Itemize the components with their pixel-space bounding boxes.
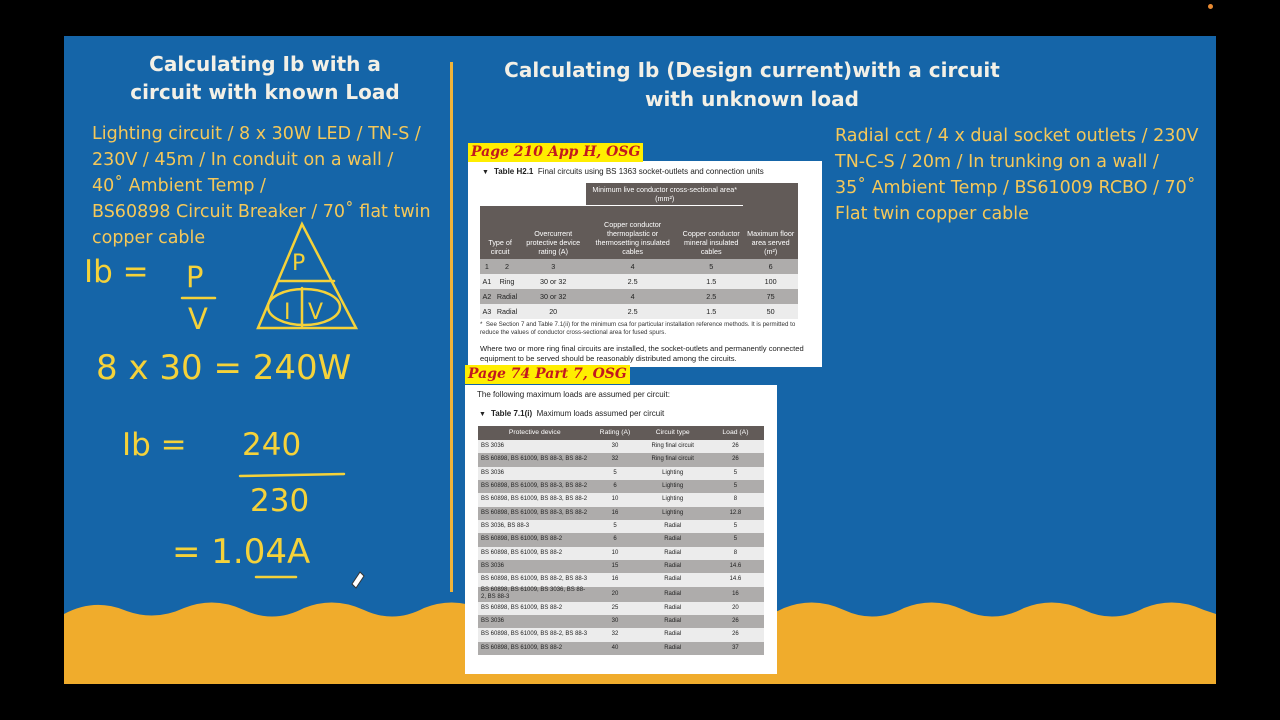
table-row: BS 3036 30 Ring final circuit 26 [478, 440, 764, 453]
triangle-current: I [284, 300, 291, 325]
column-numbers: 1 2 3 4 5 6 [480, 259, 798, 274]
page-ref-tag: Page 210 App H, OSG [468, 143, 643, 162]
table-row: BS 3036 5 Lighting 5 [478, 467, 764, 480]
table-row: BS 60898, BS 61009, BS 88-3, BS 88-2 32 Ring final circuit 26 [478, 453, 764, 466]
formula-numerator: P [186, 260, 204, 294]
calc-denominator: 230 [250, 483, 310, 519]
table-footnote: * See Section 7 and Table 7.1(ii) for the minimum csa for particular installation reference methods. It is permitted to reduce the values of conductor cross-sectional area for fused spurs. [480, 321, 796, 336]
table-row: BS 60898, BS 61009, BS 88-2 6 Radial 5 [478, 533, 764, 546]
calc-lhs: Ib = [122, 427, 187, 463]
calc-total-power: 8 x 30 = 240W [96, 348, 352, 388]
slide [64, 36, 1216, 684]
table-row: A3 Radial 20 2.5 1.5 50 [480, 304, 798, 319]
table-row: BS 60898, BS 61009, BS 88-2 40 Radial 37 [478, 642, 764, 655]
final-circuits-table: Minimum live conductor cross-sectional area* (mm²) Type of circuit Overcurrent protective device rating (A) Copper conductor thermoplastic or thermosetting insulated cables Copper conductor mineral insulated cables Maximum floor area served (m²) 1 2 3 4 5 6 A1 Ring 30 or 32 2.5 1.5 100 A2 Radial 30 or 32 4 2.5 75 A3 Radial 20 2.5 1.5 50 [480, 183, 798, 319]
formula-denominator: V [188, 302, 208, 336]
page-ref-tag: Page 74 Part 7, OSG [465, 365, 630, 384]
table-row: A2 Radial 30 or 32 4 2.5 75 [480, 289, 798, 304]
max-loads-table: Protective device Rating (A) Circuit type Load (A) BS 3036 30 Ring final circuit 26 BS 60898, BS 61009, BS 88-3, BS 88-2 32 Ring final circuit 26 BS 3036 5 Lighting 5 BS 60898, BS 61009, BS 88-3, BS 88-2 6 Lighting 5 BS 60898, BS 61009, BS 88-3, BS 88-2 10 Lighting 8 BS 60898, BS 61009, BS 88-3, BS 88-2 16 Lighting 12.8 BS 3036, BS 88-3 5 Radial 5 BS 60898, BS 61009, BS 88-2 6 Radial 5 BS 60898, BS 61009, BS 88-2 10 Radial 8 BS 3036 15 Radial 14.6 BS 60898, BS 61009, BS 88-2, BS 88-3 16 Radial 14.6 BS 60898, BS 61009, BS 3036, BS 88-2, BS 88-3 20 Radial 16 BS 60898, BS 61009, BS 88-2 25 Radial 20 BS 3036 30 Radial 26 BS 60898, BS 61009, BS 88-2, BS 88-3 32 Radial 26 BS 60898, BS 61009, BS 88-2 40 Radial 37 [478, 426, 764, 655]
table-row: BS 60898, BS 61009, BS 88-2, BS 88-3 16 Radial 14.6 [478, 573, 764, 586]
calc-numerator: 240 [242, 427, 302, 463]
triangle-marker-icon: ▼ [482, 169, 489, 176]
table-intro: The following maximum loads are assumed per circuit: [477, 390, 670, 399]
table-row: BS 3036, BS 88-3 5 Radial 5 [478, 520, 764, 533]
right-heading: Calculating Ib (Design current)with a circuit with unknown load [504, 58, 1000, 111]
table-row: BS 60898, BS 61009, BS 88-3, BS 88-2 16 Lighting 12.8 [478, 507, 764, 520]
table-row: BS 60898, BS 61009, BS 3036, BS 88-2, BS 88-3 20 Radial 16 [478, 587, 764, 602]
triangle-marker-icon: ▼ [479, 411, 486, 418]
right-circuit-description: Radial cct / 4 x dual socket outlets / 230V TN-C-S / 20m / In trunking on a wall / 35˚ Ambient Temp / BS61009 RCBO / 70˚ Flat twin copper cable [835, 126, 1199, 224]
table-row: BS 60898, BS 61009, BS 88-2 10 Radial 8 [478, 547, 764, 560]
osg-table-7-1: The following maximum loads are assumed per circuit: ▼ Table 7.1(i) Maximum loads assumed per circuit Protective device Rating (A) Circuit type Load (A) BS 3036 30 Ring final circuit 26 BS 60898, BS 61009, BS 88-3, BS 88-2 32 Ring final circuit 26 BS 3036 5 Lighting 5 BS 60898, BS 61009, BS 88-3, BS 88-2 6 Lighting 5 BS 60898, BS 61009, BS 88-3, BS 88-2 10 Lighting 8 BS 60898, BS 61009, BS 88-3, BS 88-2 16 Lighting 12.8 BS 3036, BS 88-3 5 Radial 5 BS 60898, BS 61009, BS 88-2 6 Radial 5 BS 60898, BS 61009, BS 88-2 10 Radial 8 BS 3036 15 Radial 14.6 BS 60898, BS 61009, BS 88-2, BS 88-3 16 Radial 14.6 BS 60898, BS 61009, BS 3036, BS 88-2, BS 88-3 20 Radial 16 BS 60898, BS 61009, BS 88-2 25 Radial 20 BS 3036 30 Radial 26 BS 60898, BS 61009, BS 88-2, BS 88-3 32 Radial 26 BS 60898, BS 61009, BS 88-2 40 Radial 37 [465, 385, 777, 674]
pointer-dot-icon [1208, 4, 1213, 9]
handwritten-working [64, 36, 464, 596]
table-row: BS 60898, BS 61009, BS 88-3, BS 88-2 10 Lighting 8 [478, 493, 764, 506]
table-row: BS 3036 30 Radial 26 [478, 615, 764, 628]
table-row: BS 60898, BS 61009, BS 88-3, BS 88-2 6 Lighting 5 [478, 480, 764, 493]
left-circuit-description: Lighting circuit / 8 x 30W LED / TN-S / 230V / 45m / In conduit on a wall / 40˚ Ambient Temp / BS60898 Circuit Breaker / 70˚ flat twin copper cable [92, 124, 431, 248]
triangle-voltage: V [308, 300, 324, 325]
formula-lhs: Ib = [84, 254, 149, 290]
table-row: BS 60898, BS 61009, BS 88-2, BS 88-3 32 Radial 26 [478, 628, 764, 641]
pen-cursor-icon [352, 572, 364, 588]
left-heading: Calculating Ib with a circuit with known Load [130, 52, 400, 104]
table-row: BS 60898, BS 61009, BS 88-2 25 Radial 20 [478, 602, 764, 615]
table-row: A1 Ring 30 or 32 2.5 1.5 100 [480, 274, 798, 289]
ring-circuit-paragraph: Where two or more ring final circuits are installed, the socket-outlets and permanently connected equipment to be served should be reasonably distributed among the circuits. [480, 344, 804, 363]
calc-result: = 1.04A [172, 532, 311, 572]
triangle-power: P [292, 251, 306, 276]
table-row: BS 3036 15 Radial 14.6 [478, 560, 764, 573]
osg-table-h2-1: ▼ Table H2.1 Final circuits using BS 1363 socket-outlets and connection units Minimum live conductor cross-sectional area* (mm²) Type of circuit Overcurrent protective device rating (A) Copper conductor thermoplastic or thermosetting insulated cables Copper conductor mineral insulated cables Maximum floor area served (m²) 1 2 3 4 5 6 A1 Ring 30 or 32 2.5 1.5 100 A2 Radial 30 or 32 4 2.5 75 A3 Radial 20 2.5 1.5 50 * See Section 7 and Table 7.1(ii) for the minimum csa for particular installation reference methods. It is permitted to reduce the values of conductor cross-sectional area for fused spurs. Where two or more ring final circuits are installed, the socket-outlets and permanently connected equipment to be served should be reasonably distributed among the circuits. [468, 161, 822, 367]
